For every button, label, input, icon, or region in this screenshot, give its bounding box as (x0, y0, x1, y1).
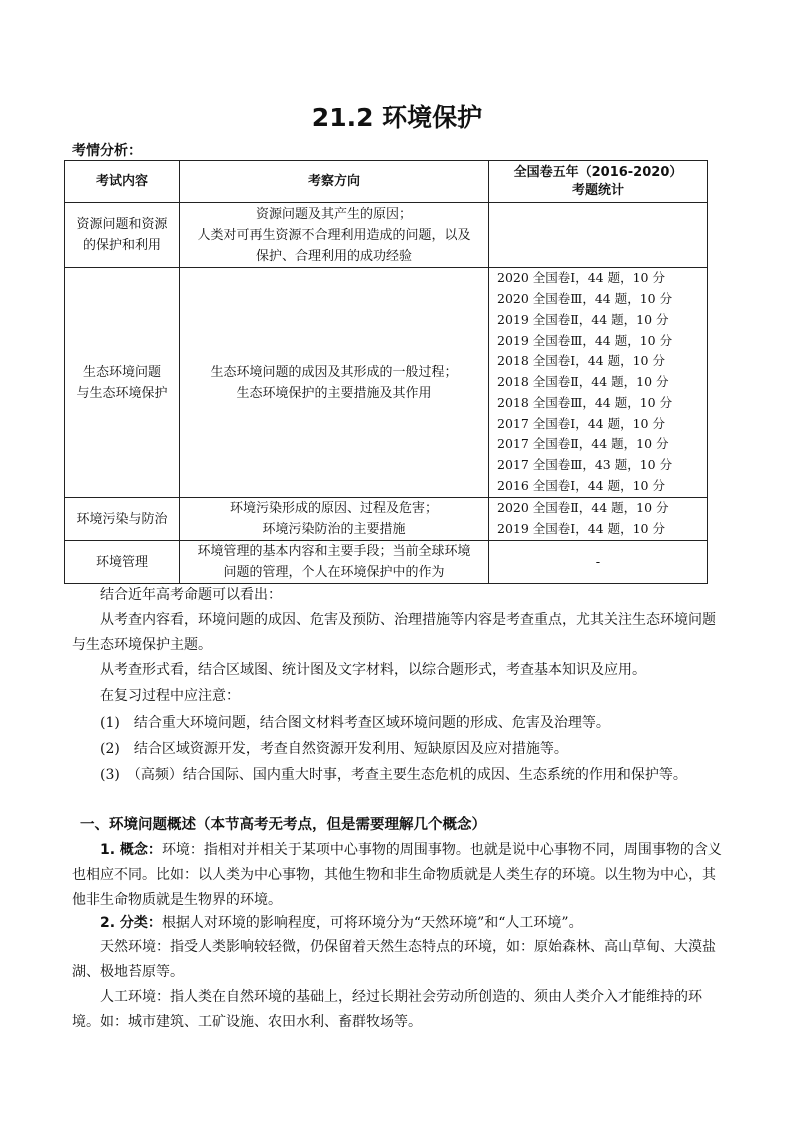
stat-line: 2020 全国卷Ⅲ，44 题，10 分 (497, 290, 673, 306)
row-stats (489, 268, 708, 498)
row-content (65, 268, 180, 498)
classification-label: 2. 分类： (100, 915, 162, 931)
natural-environment-paragraph: 天然环境：指受人类影响较轻微，仍保留着天然生态特点的环境，如：原始森林、高山草甸、大漠盐湖、极地苔原等。 (72, 939, 716, 980)
analysis-label: 考情分析： (72, 143, 142, 159)
summary-paragraph: 从考查形式看，结合区域图、统计图及文字材料，以综合题形式，考查基本知识及应用。 (100, 662, 646, 678)
stat-line: 2019 全国卷Ⅰ，44 题，10 分 (497, 521, 665, 536)
direction-line: 生态环境问题的成因及其形成的一般过程； (210, 364, 458, 380)
stat-line: 2020 全国卷Ⅰ，44 题，10 分 (497, 270, 665, 286)
concept-text: 环境：指相对并相关于某项中心事物的周围事物。也就是说中心事物不同，周围事物的含义也相应不同。比如：以人类为中心事物，其他生物和非生命物质就是人类生存的环境。以生物为中心，其他非生命物质就是生物界的环境。 (72, 842, 722, 908)
row-direction (180, 268, 489, 498)
row-stats (489, 498, 708, 541)
classification-text: 根据人对环境的影响程度，可将环境分为“天然环境”和“人工环境”。 (161, 915, 583, 931)
table-row (65, 268, 708, 498)
header-stats (489, 161, 708, 203)
list-item: (1) 结合重大环境问题，结合图文材料考查区域环境问题的形成、危害及治理等。 (100, 715, 610, 731)
artificial-environment-paragraph: 人工环境：指人类在自然环境的基础上，经过长期社会劳动所创造的、须由人类介入才能维持的环境。如：城市建筑、工矿设施、农田水利、畜群牧场等。 (72, 989, 702, 1030)
content-line: 环境管理 (95, 554, 148, 570)
row-stats (489, 203, 708, 268)
direction-line: 环境污染形成的原因、过程及危害； (229, 501, 438, 516)
stat-line: 2017 全国卷Ⅲ，43 题，10 分 (497, 457, 673, 473)
classification-paragraph (72, 911, 724, 936)
row-stats-empty: - (489, 541, 708, 584)
direction-line: 生态环境保护的主要措施及其作用 (236, 385, 432, 401)
summary-paragraph: 从考查内容看，环境问题的成因、危害及预防、治理措施等内容是考查重点，尤其关注生态环境问题与生态环境保护主题。 (72, 612, 716, 653)
header-direction: 考察方向 (180, 161, 489, 203)
row-direction (180, 203, 489, 268)
row-content (65, 498, 180, 541)
table-row (65, 203, 708, 268)
direction-line: 环境污染防治的主要措施 (262, 522, 406, 537)
content-line: 生态环境问题 (82, 364, 161, 380)
table-row (65, 541, 708, 584)
stat-line: 2019 全国卷Ⅲ，44 题，10 分 (497, 332, 673, 348)
header-stats-line2: 考题统计 (571, 182, 624, 198)
section-heading: 一、环境问题概述（本节高考无考点，但是需要理解几个概念） (80, 817, 486, 833)
content-line: 与生态环境保护 (76, 385, 168, 401)
summary-paragraph: 在复习过程中应注意： (100, 688, 240, 704)
concept-label: 1. 概念： (100, 842, 162, 858)
direction-line: 环境管理的基本内容和主要手段；当前全球环境 (197, 544, 471, 559)
content-line: 资源问题和资源 (76, 217, 168, 232)
concept-paragraph (72, 838, 724, 913)
direction-line: 保护、合理利用的成功经验 (255, 248, 412, 264)
row-direction (180, 498, 489, 541)
direction-line: 问题的管理，个人在环境保护中的作为 (223, 565, 445, 580)
direction-line: 人类对可再生资源不合理利用造成的问题，以及 (197, 227, 471, 243)
header-stats-line1: 全国卷五年（2016-2020） (513, 164, 683, 180)
stat-line: 2017 全国卷Ⅰ，44 题，10 分 (497, 415, 665, 431)
content-line: 的保护和利用 (82, 238, 161, 253)
stat-line: 2018 全国卷Ⅲ，44 题，10 分 (497, 394, 673, 410)
table-row (65, 498, 708, 541)
header-content: 考试内容 (65, 161, 180, 203)
page-title: 21.2 环境保护 (311, 103, 483, 132)
summary-intro: 结合近年高考命题可以看出： (100, 587, 282, 603)
list-item: (2) 结合区域资源开发，考查自然资源开发利用、短缺原因及应对措施等。 (100, 741, 568, 757)
stat-line: 2017 全国卷Ⅱ，44 题，10 分 (497, 436, 669, 452)
list-item: (3) （高频）结合国际、国内重大时事，考查主要生态危机的成因、生态系统的作用和保护等。 (100, 767, 687, 783)
stat-line: 2020 全国卷Ⅱ，44 题，10 分 (497, 500, 669, 516)
content-line: 环境污染与防治 (76, 511, 168, 527)
stat-line: 2018 全国卷Ⅱ，44 题，10 分 (497, 374, 669, 390)
table-header-row (65, 161, 708, 203)
row-content (65, 541, 180, 584)
stat-line: 2019 全国卷Ⅱ，44 题，10 分 (497, 311, 669, 327)
stat-line: 2016 全国卷Ⅰ，44 题，10 分 (497, 478, 665, 494)
row-content (65, 203, 180, 268)
stat-line: 2018 全国卷Ⅰ，44 题，10 分 (497, 353, 665, 369)
exam-analysis-table (64, 160, 708, 584)
direction-line: 资源问题及其产生的原因； (255, 206, 412, 222)
row-direction (180, 541, 489, 584)
